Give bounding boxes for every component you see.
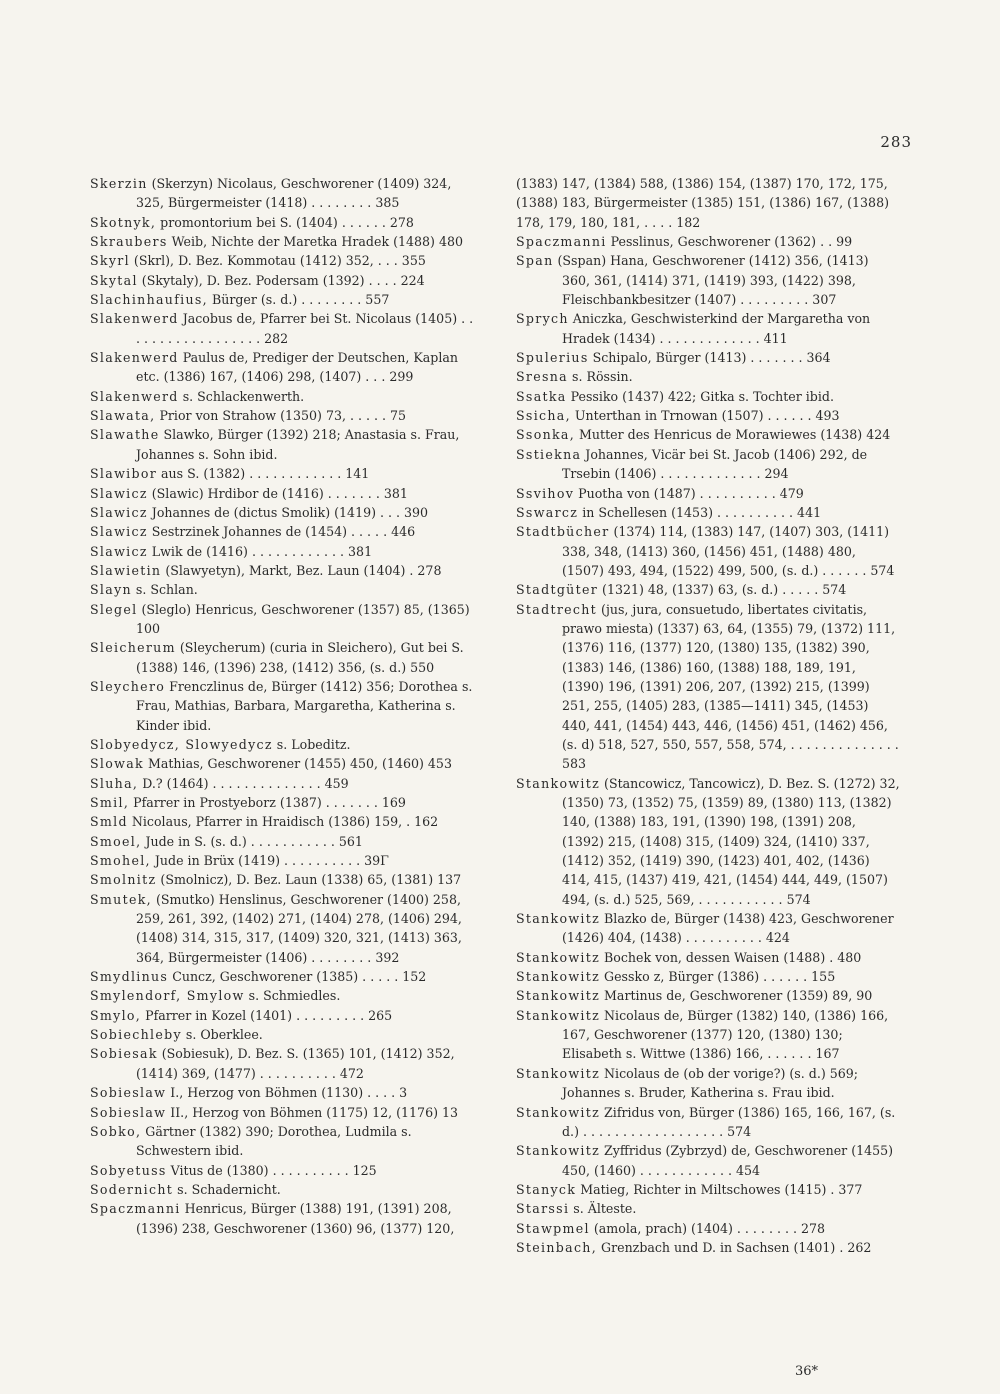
entry-text: Grenzbach und D. in Sachsen (1401) . 262 [597, 1239, 872, 1255]
index-entry [90, 812, 474, 831]
entry-text: (Smolnicz), D. Bez. Laun (1338) 65, (1381) 137 [156, 872, 462, 888]
index-entry [516, 1064, 900, 1103]
index-entry [90, 1025, 474, 1044]
entry-headword: Spulerius [516, 350, 589, 366]
entry-headword: Smylo, [90, 1007, 142, 1023]
entry-text: Matieg, Richter in Miltschowes (1415) . 377 [576, 1181, 863, 1197]
entry-text: s. Schlan. [131, 582, 198, 598]
entry-text: (Skytaly), D. Bez. Podersam (1392) . . . . 224 [137, 272, 425, 288]
index-entry [516, 1199, 900, 1218]
entry-headword: Sodernicht [90, 1181, 174, 1197]
entry-text: Nicolaus de (ob der vorige?) (s. d.) 569; Johannes s. Bruder, Katherina s. Frau ibid. [562, 1065, 859, 1101]
index-entry [516, 986, 900, 1005]
entry-headword: Steinbach, [516, 1239, 598, 1255]
entry-text: Puotha von (1487) . . . . . . . . . . 479 [574, 485, 804, 501]
entry-headword: Slawicz [90, 543, 148, 559]
page-number: 283 [880, 133, 912, 151]
index-entry [516, 484, 900, 503]
entry-text: Slawko, Bürger (1392) 218; Anastasia s. Frau, Johannes s. Sohn ibid. [136, 427, 460, 462]
index-column-right [516, 174, 900, 1257]
entry-headword: Skotnyk, [90, 214, 157, 230]
entry-headword: Span [516, 253, 554, 269]
index-entry [516, 1141, 900, 1180]
index-entry [90, 561, 474, 580]
entry-headword: Smoel, [90, 833, 142, 849]
entry-headword: Smylendorf, Smylow [90, 988, 245, 1004]
entry-text: Unterthan in Trnowan (1507) . . . . . . 493 [570, 408, 840, 424]
index-entry [90, 290, 474, 309]
entry-headword: Sobko, [90, 1123, 142, 1139]
index-entry [90, 387, 474, 406]
index-entry [516, 522, 900, 580]
index-entry [516, 503, 900, 522]
entry-text: Johannes, Vicär bei St. Jacob (1406) 292, de Trsebin (1406) . . . . . . . . . . . . . 294 [562, 446, 868, 482]
index-entry [516, 309, 900, 348]
index-entry [90, 464, 474, 483]
entry-headword: Spaczmanni [516, 234, 607, 250]
index-entry [90, 309, 474, 348]
entry-text: (1374) 114, (1383) 147, (1407) 303, (1411) 338, 348, (1413) 360, (1456) 451, (1488) 480, (1507) 493, 494, (1522) 499, 500, (s. d.) . . . . . . 574 [562, 524, 895, 578]
entry-headword: Slawietin [90, 562, 162, 578]
entry-headword: Ssonka, [516, 427, 576, 443]
entry-text: (Sspan) Hana, Geschworener (1412) 356, (1413) 360, 361, (1414) 371, (1419) 393, (1422) 398, Fleischbankbesitzer (1407) . . . . . . . . . 307 [553, 253, 869, 308]
index-entry [90, 348, 474, 387]
index-entry [90, 213, 474, 232]
entry-text: Mathias, Geschworener (1455) 450, (1460) 453 [143, 756, 452, 772]
index-entry [516, 348, 900, 367]
entry-text: (Smutko) Henslinus, Geschworener (1400) 258, 259, 261, 392, (1402) 271, (1404) 278, (1406) 294, (1408) 314, 315, 317, (1409) 320, 321, (1413) 363, 364, Bürgermeister (1406) . . . . . . . . 392 [136, 891, 462, 965]
entry-headword: Skyrl [90, 253, 130, 269]
index-entry [90, 986, 474, 1005]
entry-text: (Skerzyn) Nicolaus, Geschworener (1409) 324, 325, Bürgermeister (1418) . . . . . . . . 385 [136, 176, 452, 211]
index-entry [90, 1083, 474, 1102]
entry-headword: Sluha, [90, 775, 139, 791]
entry-headword: Smydlinus [90, 969, 169, 985]
entry-text: Pessiko (1437) 422; Gitka s. Tochter ibid. [566, 388, 834, 404]
entry-headword: Slegel [90, 601, 138, 617]
entry-headword: Slawata, [90, 408, 156, 424]
entry-headword: Ssvihov [516, 485, 575, 501]
entry-headword: Slayn [90, 582, 132, 598]
index-entry [516, 580, 900, 599]
index-entry [90, 1180, 474, 1199]
index-entry [90, 542, 474, 561]
entry-text: (jus, jura, consuetudo, libertates civitatis, prawo miesta) (1337) 63, 64, (1355) 79, (1372) 111, (1376) 116, (1377) 120, (1380) 135, (1382) 390, (1383) 146, (1386) 160, (1388) 188, 189, 191, (1390) 196, (1391) 206, 207, (1392) 215, (1399) 251, 255, (1405) 283, (1385—1411) 345, (1453) 440, 441, (1454) 443, 446, (1456) 451, (1462) 456, (s. d) 518, 527, 550, 557, 558, 574, . . . . . . . . . . . . . . 583 [562, 601, 899, 772]
entry-text: Prior von Strahow (1350) 73, . . . . . 75 [155, 408, 407, 424]
entry-text: Jude in S. (s. d.) . . . . . . . . . . . 561 [141, 833, 363, 849]
index-entry [90, 251, 474, 270]
entry-headword: Slawicz [90, 504, 148, 520]
entry-text: Jacobus de, Pfarrer bei St. Nicolaus (1405) . . . . . . . . . . . . . . . . . . 282 [136, 311, 474, 346]
entry-text: Gärtner (1382) 390; Dorothea, Ludmila s. Schwestern ibid. [136, 1123, 412, 1159]
entry-headword: Sresna [516, 369, 568, 385]
entry-text: Cuncz, Geschworener (1385) . . . . . 152 [168, 969, 427, 985]
entry-text: s. Schmiedles. [244, 988, 341, 1004]
entry-headword: Sobieslaw [90, 1104, 167, 1120]
index-entry [516, 1006, 900, 1064]
index-entry [516, 948, 900, 967]
entry-headword: Ssicha, [516, 408, 571, 424]
entry-headword: Smil, [90, 795, 130, 810]
entry-text: (amola, prach) (1404) . . . . . . . . 278 [589, 1220, 826, 1236]
entry-text: s. Rössin. [567, 369, 633, 385]
entry-text: Lwik de (1416) . . . . . . . . . . . . 381 [147, 543, 373, 559]
entry-text: (1321) 48, (1337) 63, (s. d.) . . . . . 574 [598, 582, 847, 598]
entry-headword: Slakenwerd [90, 350, 179, 366]
entry-text: Gessko z, Bürger (1386) . . . . . . 155 [600, 969, 836, 985]
index-entry [90, 774, 474, 793]
entry-text: Nicolaus de, Bürger (1382) 140, (1386) 166, 167, Geschworener (1377) 120, (1380) 130; Elisabeth s. Wittwe (1386) 166, . . . . . . 167 [562, 1007, 889, 1062]
index-entry [90, 271, 474, 290]
entry-text: s. Oberklee. [181, 1027, 263, 1043]
index-entry [90, 1122, 474, 1161]
entry-headword: Sprych [516, 311, 569, 327]
entry-text: Zyffridus (Zybrzyd) de, Geschworener (1455) 450, (1460) . . . . . . . . . . . . 454 [562, 1143, 894, 1178]
index-entry [516, 1219, 900, 1238]
index-entry [516, 909, 900, 948]
entry-headword: Sobieslaw [90, 1085, 167, 1101]
printer-signature: 36* [794, 1364, 818, 1379]
index-entry [90, 1103, 474, 1122]
entry-headword: Smohel, [90, 853, 151, 869]
index-entry [90, 1199, 474, 1238]
index-entry [516, 425, 900, 444]
entry-headword: Stankowitz [516, 1143, 601, 1159]
index-entry [516, 387, 900, 406]
index-entry [516, 600, 900, 774]
index-entry [516, 445, 900, 484]
entry-text: Henricus, Bürger (1388) 191, (1391) 208, (1396) 238, Geschworener (1360) 96, (1377) 120, [136, 1201, 455, 1236]
index-entry [90, 638, 474, 677]
entry-text: (Stancowicz, Tancowicz), D. Bez. S. (1272) 32, (1350) 73, (1352) 75, (1359) 89, (1380) 113, (1382) 140, (1388) 183, 191, (1390) 198, (1391) 208, (1392) 215, (1408) 315, (1409) 324, (1410) 337, (1412) 352, (1419) 390, (1423) 401, 402, (1436) 414, 415, (1437) 419, 421, (1454) 444, 449, (1507) 494, (s. d.) 525, 569, . . . . . . . . . . . 574 [562, 775, 900, 907]
entry-headword: Slawicz [90, 524, 148, 540]
index-entry [516, 251, 900, 309]
entry-headword: Slakenwerd [90, 311, 179, 327]
entry-headword: Slawibor [90, 466, 158, 482]
index-entry [516, 1103, 900, 1142]
entry-headword: Stanyck [516, 1181, 577, 1197]
entry-text: Pfarrer in Prostyeborz (1387) . . . . . . . 169 [129, 795, 406, 810]
entry-headword: Stadtrecht [516, 601, 598, 617]
entry-text: Vitus de (1380) . . . . . . . . . . 125 [166, 1162, 377, 1178]
entry-text: s. Schadernicht. [173, 1181, 281, 1197]
index-entry [90, 677, 474, 735]
index-entry [516, 174, 900, 232]
entry-headword: Ssatka [516, 388, 567, 404]
entry-text: promontorium bei S. (1404) . . . . . . 278 [156, 214, 414, 230]
index-entry [90, 793, 474, 812]
entry-text: (Sobiesuk), D. Bez. S. (1365) 101, (1412) 352, (1414) 369, (1477) . . . . . . . . . . 472 [136, 1046, 455, 1081]
entry-text: (Slawyetyn), Markt, Bez. Laun (1404) . 278 [161, 562, 442, 578]
entry-headword: Skerzin [90, 176, 148, 191]
index-entry [516, 367, 900, 386]
entry-text: (Skrl), D. Bez. Kommotau (1412) 352, . . . 355 [129, 253, 426, 269]
entry-headword: Sobyetuss [90, 1162, 167, 1178]
entry-headword: Slobyedycz, Slowyedycz [90, 736, 273, 752]
entry-headword: Slawathe [90, 427, 160, 443]
entry-headword: Slowak [90, 756, 144, 772]
entry-headword: Slakenwerd [90, 388, 179, 404]
entry-text: s. Lobeditz. [272, 736, 351, 752]
entry-text: (Sleglo) Henricus, Geschworener (1357) 85, (1365) 100 [136, 601, 470, 636]
entry-text: (Slawic) Hrdibor de (1416) . . . . . . . 381 [147, 485, 408, 501]
entry-headword: Stankowitz [516, 969, 601, 985]
entry-headword: Smutek, [90, 891, 152, 907]
entry-headword: Sswarcz [516, 504, 579, 520]
entry-text: s. Schlackenwerth. [178, 388, 305, 404]
entry-headword: Sleicherum [90, 640, 176, 656]
entry-text: II., Herzog von Böhmen (1175) 12, (1176) 13 [166, 1104, 459, 1120]
index-entry [90, 1006, 474, 1025]
entry-headword: Stankowitz [516, 1104, 601, 1120]
index-entry [90, 600, 474, 639]
entry-headword: Stankowitz [516, 1065, 601, 1081]
entry-text: Jude in Brüx (1419) . . . . . . . . . . 39Γ [150, 853, 389, 869]
entry-headword: Stankowitz [516, 775, 601, 791]
index-entry [90, 851, 474, 870]
entry-headword: Sleychero [90, 678, 166, 694]
entry-headword: Sstiekna [516, 446, 582, 462]
index-entry [90, 870, 474, 889]
entry-headword: Skytal [90, 272, 138, 288]
entry-headword: Stadtgüter [516, 582, 599, 598]
entry-headword: Sobiesak [90, 1046, 158, 1062]
entry-text: Pesslinus, Geschworener (1362) . . 99 [606, 234, 853, 250]
entry-text: Bürger (s. d.) . . . . . . . . 557 [207, 292, 390, 308]
entry-text: Weib, Nichte der Maretka Hradek (1488) 480 [167, 234, 464, 250]
entry-text: Zifridus von, Bürger (1386) 165, 166, 167, (s. d.) . . . . . . . . . . . . . . . . . . 574 [562, 1104, 896, 1139]
entry-headword: Sobiechleby [90, 1027, 182, 1043]
entry-text: in Schellesen (1453) . . . . . . . . . . 441 [578, 504, 822, 520]
index-entry [516, 774, 900, 909]
index-entry [90, 406, 474, 425]
index-entry [516, 1180, 900, 1199]
index-entry [90, 580, 474, 599]
index-entry [90, 522, 474, 541]
entry-headword: Stawpmel [516, 1220, 590, 1236]
entry-headword: Stankowitz [516, 911, 601, 927]
index-entry [90, 174, 474, 213]
index-entry [516, 967, 900, 986]
entry-headword: Slawicz [90, 485, 148, 501]
index-entry [90, 503, 474, 522]
index-entry [90, 967, 474, 986]
entry-text: (Sleycherum) (curia in Sleichero), Gut bei S. (1388) 146, (1396) 238, (1412) 356, (s. d.) 550 [136, 640, 464, 675]
entry-headword: Slachinhaufius, [90, 292, 208, 308]
entry-text: Blazko de, Bürger (1438) 423, Geschworener (1426) 404, (1438) . . . . . . . . . . 424 [562, 911, 894, 946]
index-entry [90, 890, 474, 967]
entry-text: Schipalo, Bürger (1413) . . . . . . . 364 [588, 350, 831, 366]
entry-headword: Stankowitz [516, 1007, 601, 1023]
entry-text: D.? (1464) . . . . . . . . . . . . . . 459 [138, 775, 349, 791]
entry-text: Johannes de (dictus Smolik) (1419) . . . 390 [147, 504, 429, 520]
entry-text: I., Herzog von Böhmen (1130) . . . . 3 [166, 1085, 408, 1101]
entry-text: Pfarrer in Kozel (1401) . . . . . . . . . 265 [141, 1007, 393, 1023]
entry-headword: Spaczmanni [90, 1201, 181, 1217]
entry-text: Martinus de, Geschworener (1359) 89, 90 [600, 988, 873, 1004]
index-entry [90, 1161, 474, 1180]
entry-text: s. Älteste. [569, 1201, 637, 1217]
index-entry [516, 1238, 900, 1257]
entry-headword: Stadtbücher [516, 524, 610, 540]
entry-text: Bochek von, dessen Waisen (1488) . 480 [600, 949, 862, 965]
entry-text: Mutter des Henricus de Morawiewes (1438) 424 [575, 427, 891, 443]
entry-headword: Stankowitz [516, 949, 601, 965]
index-column-left [90, 174, 474, 1238]
index-entry [90, 1044, 474, 1083]
index-entry [90, 832, 474, 851]
entry-headword: Stankowitz [516, 988, 601, 1004]
entry-headword: Smolnitz [90, 872, 157, 888]
index-entry [90, 735, 474, 754]
entry-text: aus S. (1382) . . . . . . . . . . . . 141 [157, 466, 370, 482]
index-entry [90, 754, 474, 773]
entry-text: Frenczlinus de, Bürger (1412) 356; Dorothea s. Frau, Mathias, Barbara, Margaretha, Katherina s. Kinder ibid. [136, 678, 473, 733]
entry-headword: Skraubers [90, 234, 168, 250]
index-entry [90, 484, 474, 503]
entry-text: Nicolaus, Pfarrer in Hraidisch (1386) 159, . 162 [127, 814, 439, 830]
index-entry [90, 232, 474, 251]
entry-text: (1383) 147, (1384) 588, (1386) 154, (1387) 170, 172, 175, (1388) 183, Bürgermeister (1385) 151, (1386) 167, (1388) 178, 179, 180, 181, . . . . 182 [516, 176, 889, 230]
index-entry [90, 425, 474, 464]
index-entry [516, 406, 900, 425]
entry-text: Paulus de, Prediger der Deutschen, Kaplan etc. (1386) 167, (1406) 298, (1407) . . . 299 [136, 350, 459, 385]
index-entry [516, 232, 900, 251]
entry-text: Aniczka, Geschwisterkind der Margaretha von Hradek (1434) . . . . . . . . . . . . . 411 [562, 311, 871, 346]
entry-headword: Starssi [516, 1201, 570, 1217]
entry-text: Sestrzinek Johannes de (1454) . . . . . 446 [147, 524, 416, 540]
entry-headword: Smld [90, 814, 128, 830]
